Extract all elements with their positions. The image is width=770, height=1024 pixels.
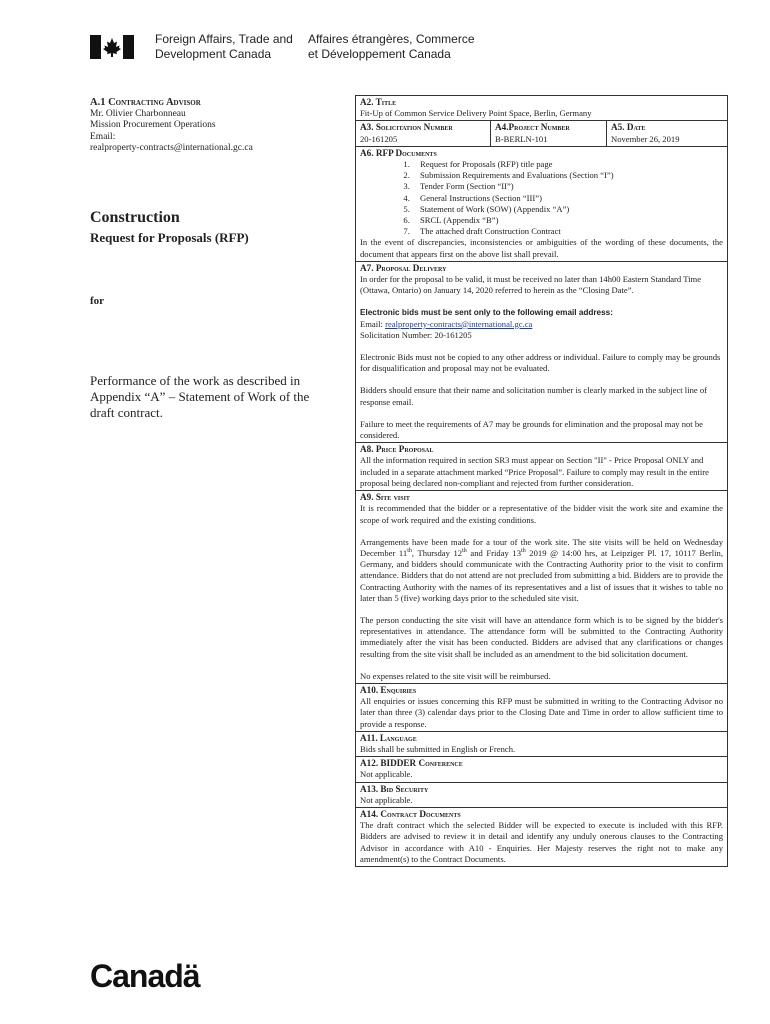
canada-wordmark: Canadä: [90, 958, 200, 994]
section-a12: [356, 757, 727, 782]
section-a10: [356, 684, 727, 732]
list-item: 1. Request for Proposals (RFP) title page: [412, 159, 723, 170]
a2-value: Fit-Up of Common Service Delivery Point Space, Berlin, Germany: [360, 108, 592, 119]
a7-solicitation: Solicitation Number: 20-161205: [360, 329, 472, 340]
a10-heading: A10. Enquiries: [360, 684, 417, 695]
a13-text: Not applicable.: [360, 794, 413, 805]
a9-paragraph-2: Arrangements have been made for a tour of the work site. The site visits will be held on Wednesday December 11th, Thursday 12th and Friday 13th 2019 @ 14:00 hrs, at Leipziger Pl. 17, 10117 Berlin, Germany, and bidders should communicate with the Contracting Authority prior to the visit to confirm attendance. Bidders that do not attend are not precluded from submitting a bid. Bidders are to provide the Contracting Authority with the names of its representatives and a list of issues that it wishes to table no later than 5 (five) working days prior to the scheduled site visit.: [360, 536, 724, 603]
a11-text: Bids shall be submitted in English or French.: [360, 743, 516, 754]
a3-value: 20-161205: [360, 133, 398, 144]
list-item: 6. SRCL (Appendix “B”): [412, 215, 723, 226]
advisor-name: Mr. Olivier Charbonneau: [90, 108, 186, 119]
section-a6: [356, 147, 727, 262]
rfp-details-table: [355, 95, 728, 867]
canada-flag-icon: [90, 35, 134, 59]
section-a13: [356, 783, 727, 808]
a12-heading: A12. BIDDER Conference: [360, 758, 463, 769]
a8-heading: A8. Price Proposal: [360, 444, 434, 455]
advisor-heading: A.1 Contracting Advisor: [90, 97, 201, 108]
advisor-email: realproperty-contracts@international.gc.ca: [90, 143, 253, 153]
a10-text: All enquiries or issues concerning this RFP must be submitted in writing to the Contracting Advisor no later than three (3) calendar days prior to the Closing Date and Time in order to allow sufficient time to provide a response.: [360, 696, 723, 729]
section-a11: [356, 732, 727, 757]
contracting-advisor-block: [90, 97, 338, 155]
a7-email-link[interactable]: realproperty-contracts@international.gc.ca: [385, 318, 533, 329]
a8-text: All the information required in section SR3 must appear on Section "II" - Price Proposal ONLY and included in a separate attachment marked “Price Proposal”. Failure to comply may result in the entire proposal being declared non-compliant and rejected from further consideration.: [360, 455, 709, 488]
a9-paragraph-1: It is recommended that the bidder or a representative of the bidder visit the work site and examine the scope of work required and the existing conditions.: [360, 503, 723, 525]
a11-heading: A11. Language: [360, 732, 417, 743]
document-subtitle: Request for Proposals (RFP): [90, 230, 249, 245]
a7-email-line: [360, 319, 723, 330]
a5-value: November 26, 2019: [611, 133, 680, 144]
a7-paragraph-3: Bidders should ensure that their name and solicitation number is clearly marked in the subject line of response email.: [360, 385, 707, 407]
a7-email-label: Email:: [360, 318, 383, 329]
a7-paragraph-1: In order for the proposal to be valid, it must be received no later than 14h00 Eastern Standard Time (Ottawa, Ontario) on January 14, 2020 referred to herein as the “Closing Date”.: [360, 274, 702, 296]
list-item: 3. Tender Form (Section “II”): [412, 181, 723, 192]
a2-heading: A2. Title: [360, 97, 397, 107]
department-name-english: Foreign Affairs, Trade and Development Canada: [155, 32, 293, 61]
department-name-french: Affaires étrangères, Commerce et Développement Canada: [308, 32, 475, 61]
a7-paragraph-2: Electronic Bids must not be copied to any other address or individual. Failure to comply may be grounds for disqualification and proposal may not be evaluated.: [360, 352, 721, 374]
section-a14: [356, 808, 727, 866]
government-header: [90, 30, 510, 66]
a7-heading: A7. Proposal Delivery: [360, 262, 447, 273]
a6-document-list: [360, 159, 723, 237]
a9-heading: A9. Site visit: [360, 492, 410, 503]
a7-bold-notice: Electronic bids must be sent only to the following email address:: [360, 308, 613, 318]
a3-heading: A3. Solicitation Number: [360, 122, 453, 133]
a6-note: In the event of discrepancies, inconsistencies or ambiguities of the wording of these documents, the document that appears first on the above list shall prevail.: [360, 237, 723, 259]
document-for: for: [90, 295, 105, 307]
list-item: 5. Statement of Work (SOW) (Appendix “A”): [412, 204, 723, 215]
section-a9: [356, 491, 727, 684]
section-a5: [607, 121, 727, 145]
a13-heading: A13. Bid Security: [360, 783, 429, 794]
section-a2: [356, 96, 727, 121]
advisor-unit: Mission Procurement Operations: [90, 120, 216, 130]
a12-text: Not applicable.: [360, 769, 413, 780]
a5-heading: A5. Date: [611, 122, 646, 133]
a14-text: The draft contract which the selected Bidder will be expected to execute is included with this RFP. Bidders are advised to review it in detail and identify any unduly onerous clauses to the Contracting Advisor in accordance with A10 - Enquiries. Her Majesty reserves the right not to make any amendment(s) to the Contract Documents.: [360, 820, 723, 864]
section-a3-a5-row: [356, 121, 727, 146]
section-a4: [491, 121, 607, 145]
a14-heading: A14. Contract Documents: [360, 808, 461, 819]
section-a8: [356, 443, 727, 491]
list-item: 4. General Instructions (Section “III”): [412, 193, 723, 204]
list-item: 2. Submission Requirements and Evaluations (Section “I”): [412, 170, 723, 181]
performance-description: Performance of the work as described in Appendix “A” – Statement of Work of the draft contract.: [90, 373, 310, 420]
section-a7: [356, 262, 727, 443]
a7-paragraph-4: Failure to meet the requirements of A7 may be grounds for elimination and the proposal may not be considered.: [360, 418, 703, 441]
a4-heading: A4.Project Number: [495, 122, 570, 133]
advisor-email-label: Email:: [90, 131, 116, 142]
a9-paragraph-4: No expenses related to the site visit will be reimbursed.: [360, 670, 551, 681]
list-item: 7. The attached draft Construction Contract: [412, 226, 723, 237]
section-a3: [356, 121, 491, 145]
a9-paragraph-3: The person conducting the site visit will have an attendance form which is to be signed by the bidder's representatives in attendance. The attendance form will be submitted to the Contracting Authority immediately after the visit has been conducted. Bidders are advised that any clarifications or changes resulting from the site visit shall be included as an amendment to the bid solicitation document.: [360, 614, 723, 659]
document-title: Construction: [90, 209, 180, 226]
a4-value: B-BERLN-101: [495, 133, 548, 144]
a6-heading: A6. RFP Documents: [360, 147, 437, 158]
